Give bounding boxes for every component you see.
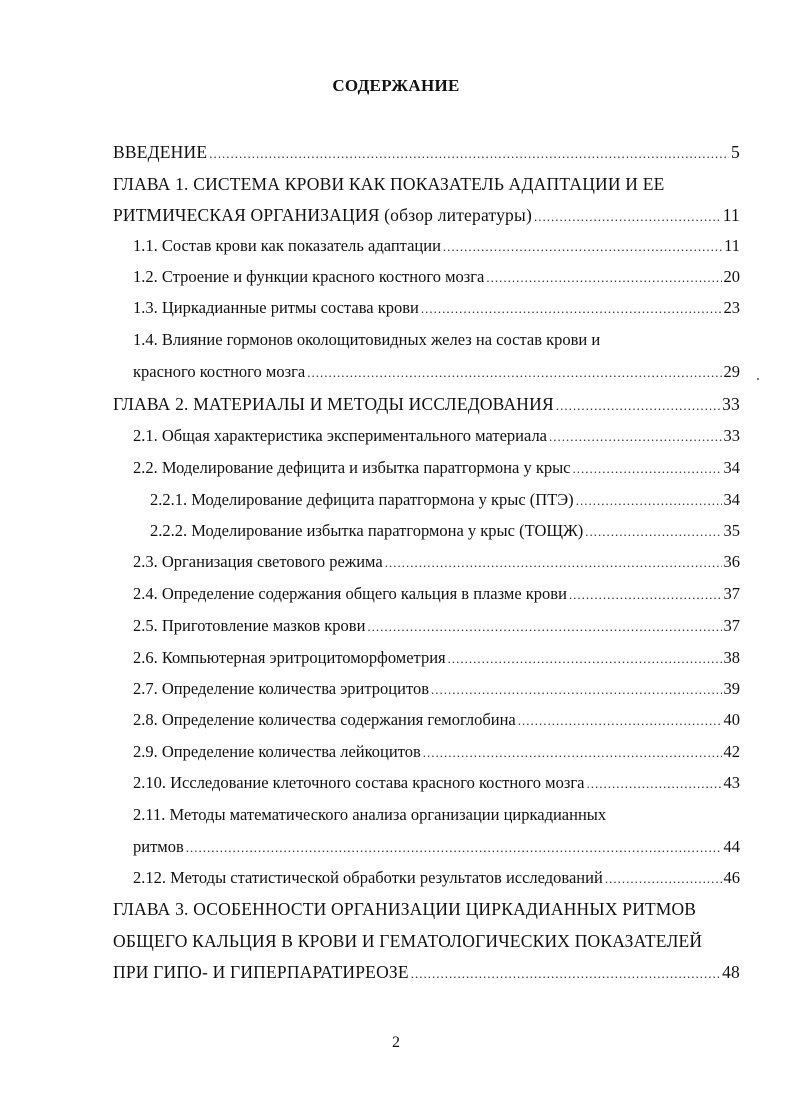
- toc-entry-2-4: [133, 584, 740, 605]
- toc-entry-text: 2.1. Общая характеристика экспериментального материала: [133, 426, 548, 445]
- toc-entry-text: 2.4. Определение содержания общего кальция в плазме крови: [133, 584, 567, 603]
- toc-entry-1-4-cont: [133, 362, 740, 383]
- toc-page-number: 23: [723, 298, 740, 317]
- leader-dots: [411, 964, 720, 984]
- toc-entry-2-1: [133, 426, 740, 447]
- toc-page-number: 38: [723, 648, 740, 667]
- toc-entry-text: ВВЕДЕНИЕ: [113, 142, 208, 162]
- toc-page-number: 37: [723, 584, 740, 603]
- toc-page-number: 36: [723, 552, 740, 571]
- toc-entry-1-4: 1.4. Влияние гормонов околощитовидных желез на состав крови и: [133, 330, 601, 349]
- toc-entry-text: ПРИ ГИПО- И ГИПЕРПАРАТИРЕОЗЕ: [113, 962, 409, 982]
- toc-entry-text: 2.2. Моделирование дефицита и избытка паратгормона у крыс: [133, 458, 571, 477]
- toc-page-number: 34: [723, 490, 740, 509]
- toc-entry-text: ритмов: [133, 837, 184, 856]
- leader-dots: [421, 299, 722, 319]
- toc-page-number: 11: [722, 205, 740, 225]
- toc-entry-2-6: [133, 648, 740, 669]
- toc-entry-2-8: [133, 710, 740, 731]
- toc-entry-text: 2.3. Организация светового режима: [133, 552, 383, 571]
- toc-entry-1-3: [133, 298, 740, 319]
- toc-entry-2-12: [133, 868, 740, 889]
- toc-entry-1-1: [133, 236, 740, 257]
- toc-entry-text: 1.2. Строение и функции красного костного мозга: [133, 267, 485, 286]
- toc-entry-2-2: [133, 458, 740, 479]
- page-number: 2: [392, 1034, 400, 1051]
- toc-page-number: 43: [723, 773, 740, 792]
- leader-dots: [585, 522, 721, 542]
- toc-entry-2-10: [133, 773, 740, 794]
- toc-entry-2-11-cont: [133, 837, 740, 858]
- toc-page-number: 44: [723, 837, 740, 856]
- toc-page-number: 48: [722, 962, 740, 982]
- toc-entry-chapter-2: [113, 394, 740, 416]
- page-title: СОДЕРЖАНИЕ: [332, 76, 460, 95]
- toc-entry-2-2-1: [150, 490, 740, 511]
- toc-entry-text: 2.2.2. Моделирование избытка паратгормона у крыс (ТОЩЖ): [150, 521, 584, 540]
- toc-page-number: 20: [723, 267, 740, 286]
- toc-entry-2-5: [133, 616, 740, 637]
- toc-entry-chapter-1-cont: [113, 205, 740, 227]
- leader-dots: [385, 553, 722, 573]
- toc-page-number: 42: [723, 742, 740, 761]
- toc-entry-2-3: [133, 552, 740, 573]
- toc-entry-1-2: [133, 267, 740, 288]
- toc-entry-chapter-3-cont2: [113, 962, 740, 984]
- leader-dots: [518, 711, 722, 731]
- leader-dots: [549, 427, 721, 447]
- leader-dots: [448, 649, 722, 669]
- leader-dots: [534, 207, 721, 227]
- toc-page-number: 37: [723, 616, 740, 635]
- toc-entry-text: РИТМИЧЕСКАЯ ОРГАНИЗАЦИЯ (обзор литературы): [113, 205, 532, 225]
- leader-dots: [556, 396, 720, 416]
- toc-entry-2-2-2: [150, 521, 740, 542]
- toc-entry-chapter-3-cont: ОБЩЕГО КАЛЬЦИЯ В КРОВИ И ГЕМАТОЛОГИЧЕСКИХ ПОКАЗАТЕЛЕЙ: [113, 931, 703, 951]
- leader-dots: [605, 869, 722, 889]
- toc-entry-text: 2.9. Определение количества лейкоцитов: [133, 742, 421, 761]
- toc-entry-text: 1.3. Циркадианные ритмы состава крови: [133, 298, 419, 317]
- toc-page-number: 40: [723, 710, 740, 729]
- leader-dots: [443, 237, 722, 257]
- toc-entry-text: 2.10. Исследование клеточного состава красного костного мозга: [133, 773, 585, 792]
- toc-entry-chapter-3: ГЛАВА 3. ОСОБЕННОСТИ ОРГАНИЗАЦИИ ЦИРКАДИАННЫХ РИТМОВ: [113, 899, 697, 919]
- toc-entry-text: 1.1. Состав крови как показатель адаптации: [133, 236, 441, 255]
- toc-entry-text: 2.5. Приготовление мазков крови: [133, 616, 366, 635]
- toc-page-number: 33: [722, 394, 740, 414]
- toc-entry-text: 2.8. Определение количества содержания гемоглобина: [133, 710, 516, 729]
- toc-page-number: 11: [724, 236, 740, 255]
- toc-page-number: 33: [723, 426, 740, 445]
- leader-dots: [586, 774, 721, 794]
- leader-dots: [569, 585, 722, 605]
- leader-dots: [573, 459, 722, 479]
- toc-entry-text: 2.6. Компьютерная эритроцитоморфометрия: [133, 648, 446, 667]
- toc-entry-text: 2.12. Методы статистической обработки результатов исследований: [133, 868, 603, 887]
- scan-speck: [757, 378, 759, 380]
- leader-dots: [209, 144, 729, 164]
- toc-entry-2-9: [133, 742, 740, 763]
- toc-entry-text: 2.2.1. Моделирование дефицита паратгормона у крыс (ПТЭ): [150, 490, 574, 509]
- toc-page-number: 39: [723, 679, 740, 698]
- leader-dots: [367, 617, 721, 637]
- toc-entry-text: ГЛАВА 2. МАТЕРИАЛЫ И МЕТОДЫ ИССЛЕДОВАНИЯ: [113, 394, 554, 414]
- toc-page-number: 34: [723, 458, 740, 477]
- leader-dots: [307, 363, 721, 383]
- toc-entry-chapter-1: ГЛАВА 1. СИСТЕМА КРОВИ КАК ПОКАЗАТЕЛЬ АДАПТАЦИИ И ЕЕ: [113, 174, 665, 194]
- toc-page-number: 29: [723, 362, 740, 381]
- toc-entry-text: красного костного мозга: [133, 362, 306, 381]
- toc-page-number: 46: [723, 868, 740, 887]
- toc-page-number: 35: [723, 521, 740, 540]
- toc-entry-introduction: [113, 142, 740, 164]
- toc-entry-text: 2.7. Определение количества эритроцитов: [133, 679, 429, 698]
- toc-page-number: 5: [731, 142, 740, 162]
- leader-dots: [486, 268, 721, 288]
- toc-entry-2-11: 2.11. Методы математического анализа организации циркадианных: [133, 805, 607, 824]
- toc-entry-2-7: [133, 679, 740, 700]
- leader-dots: [186, 838, 722, 858]
- leader-dots: [431, 680, 722, 700]
- leader-dots: [423, 743, 722, 763]
- leader-dots: [576, 491, 722, 511]
